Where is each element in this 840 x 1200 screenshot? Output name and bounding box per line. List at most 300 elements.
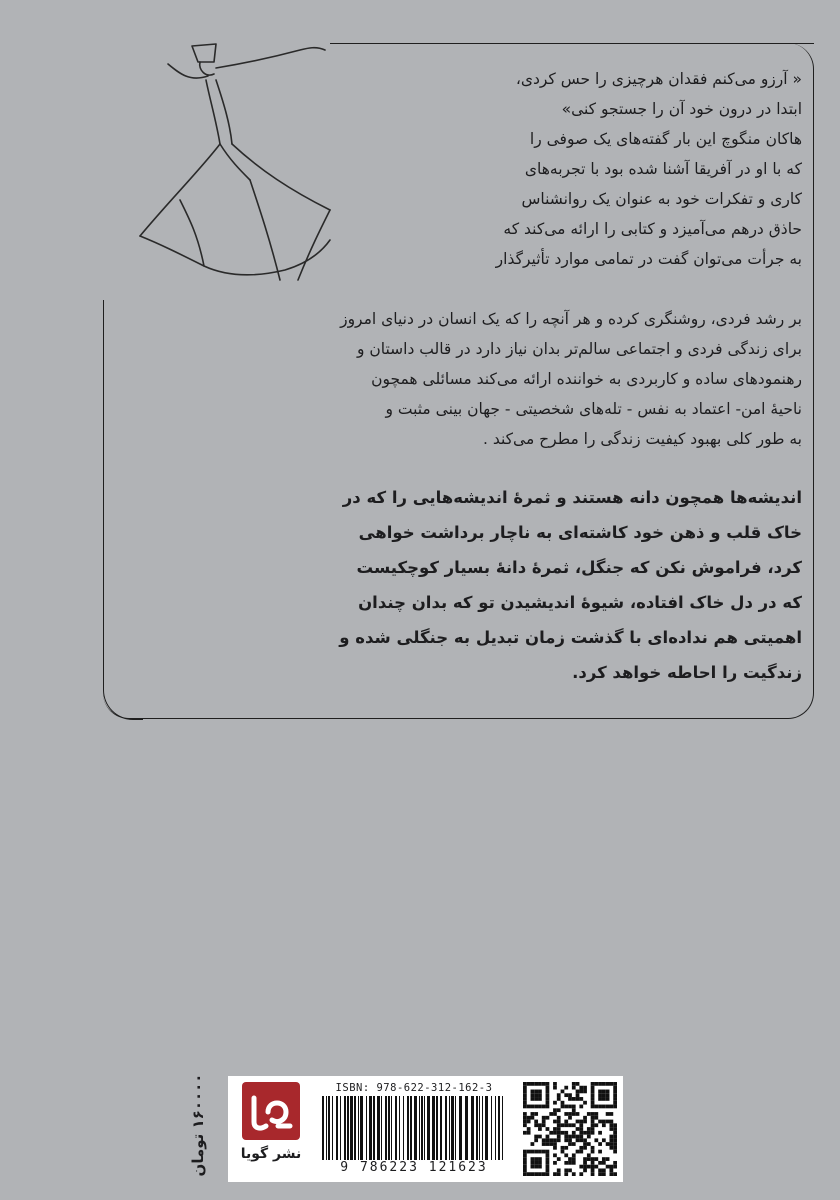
qr-module: [583, 1157, 587, 1161]
qr-module: [594, 1123, 598, 1127]
qr-module: [568, 1105, 572, 1109]
qr-module: [557, 1108, 561, 1112]
qr-module: [538, 1172, 542, 1176]
barcode-bar: [385, 1096, 387, 1160]
barcode-bar: [414, 1096, 417, 1160]
qr-module: [564, 1146, 568, 1150]
qr-module: [542, 1138, 546, 1142]
qr-module: [609, 1165, 613, 1169]
qr-module: [594, 1138, 598, 1142]
qr-module: [534, 1157, 538, 1161]
qr-module: [557, 1168, 561, 1172]
text-line: کرد، فراموش نکن که جنگل، ثمرهٔ دانهٔ بسیار کوچکیست: [356, 558, 802, 577]
qr-module: [594, 1112, 598, 1116]
qr-module: [576, 1097, 580, 1101]
barcode-bar: [391, 1096, 392, 1160]
barcode-bar: [498, 1096, 500, 1160]
qr-module: [602, 1093, 606, 1097]
qr-module: [591, 1168, 595, 1172]
qr-module: [579, 1123, 583, 1127]
qr-module: [553, 1131, 557, 1135]
qr-module: [579, 1131, 583, 1135]
qr-module: [531, 1093, 535, 1097]
intro-paragraph: [322, 70, 802, 320]
qr-module: [564, 1135, 568, 1139]
text-line: اهمیتی هم نداده‌ای با گذشت زمان تبدیل به جنگلی شده و: [339, 628, 802, 647]
qr-module: [542, 1142, 546, 1146]
qr-module: [598, 1082, 602, 1086]
qr-module: [591, 1172, 595, 1176]
qr-code: [523, 1082, 617, 1176]
text-line: برای زندگی فردی و اجتماعی سالم‌تر بدان نیاز دارد در قالب داستان و: [356, 340, 802, 358]
qr-module: [542, 1123, 546, 1127]
qr-module: [613, 1131, 617, 1135]
qr-module: [557, 1097, 561, 1101]
qr-module: [602, 1172, 606, 1176]
qr-module: [546, 1138, 550, 1142]
qr-module: [531, 1112, 535, 1116]
qr-module: [557, 1157, 561, 1161]
qr-module: [591, 1090, 595, 1094]
qr-module: [602, 1090, 606, 1094]
qr-module: [531, 1082, 535, 1086]
qr-module: [576, 1090, 580, 1094]
barcode-bar: [332, 1096, 333, 1160]
barcode-bar: [445, 1096, 447, 1160]
qr-module: [549, 1112, 553, 1116]
barcode-bar: [459, 1096, 462, 1160]
qr-module: [561, 1105, 565, 1109]
qr-module: [546, 1101, 550, 1105]
barcode-bar: [326, 1096, 327, 1160]
qr-module: [564, 1153, 568, 1157]
qr-module: [553, 1172, 557, 1176]
qr-module: [587, 1142, 591, 1146]
qr-module: [546, 1172, 550, 1176]
barcode-bar: [476, 1096, 478, 1160]
barcode-bar: [432, 1096, 435, 1160]
qr-module: [549, 1131, 553, 1135]
qr-module: [587, 1135, 591, 1139]
barcode-bar: [336, 1096, 338, 1160]
qr-module: [602, 1082, 606, 1086]
qr-module: [534, 1165, 538, 1169]
qr-module: [568, 1135, 572, 1139]
text-line: که در دل خاک افتاده، شیوهٔ اندیشیدن تو که بدان چندان: [358, 593, 802, 612]
qr-module: [546, 1161, 550, 1165]
qr-module: [534, 1105, 538, 1109]
qr-module: [534, 1135, 538, 1139]
qr-module: [527, 1127, 531, 1131]
qr-module: [564, 1172, 568, 1176]
qr-module: [579, 1127, 583, 1131]
qr-module: [568, 1116, 572, 1120]
qr-module: [572, 1157, 576, 1161]
qr-module: [542, 1105, 546, 1109]
qr-module: [564, 1168, 568, 1172]
isbn-label: ISBN: 978-622-312-162-3: [335, 1082, 493, 1094]
text-line: « آرزو می‌کنم فقدان هرچیزی را حس کردی،: [515, 70, 802, 88]
qr-module: [546, 1157, 550, 1161]
qr-module: [598, 1105, 602, 1109]
qr-module: [534, 1112, 538, 1116]
qr-module: [609, 1082, 613, 1086]
qr-module: [557, 1135, 561, 1139]
barcode-bar: [424, 1096, 425, 1160]
qr-module: [553, 1127, 557, 1131]
barcode-bar: [436, 1096, 438, 1160]
barcode-bar: [354, 1096, 356, 1160]
barcode-bar: [421, 1096, 423, 1160]
barcode-bar: [366, 1096, 367, 1160]
qr-module: [534, 1172, 538, 1176]
qr-module: [602, 1123, 606, 1127]
qr-module: [523, 1123, 527, 1127]
qr-module: [557, 1138, 561, 1142]
qr-module: [572, 1082, 576, 1086]
qr-module: [591, 1093, 595, 1097]
qr-module: [553, 1101, 557, 1105]
qr-module: [572, 1123, 576, 1127]
qr-module: [587, 1153, 591, 1157]
qr-module: [523, 1161, 527, 1165]
barcode-bar: [407, 1096, 409, 1160]
qr-module: [609, 1120, 613, 1124]
qr-module: [527, 1150, 531, 1154]
qr-module: [542, 1120, 546, 1124]
qr-module: [609, 1127, 613, 1131]
qr-module: [557, 1093, 561, 1097]
qr-module: [579, 1086, 583, 1090]
publisher-logo: [235, 1082, 307, 1176]
qr-module: [613, 1146, 617, 1150]
qr-module: [606, 1120, 610, 1124]
qr-module: [572, 1108, 576, 1112]
qr-module: [564, 1123, 568, 1127]
qr-module: [549, 1138, 553, 1142]
qr-module: [583, 1146, 587, 1150]
qr-module: [546, 1086, 550, 1090]
qr-module: [568, 1112, 572, 1116]
qr-module: [583, 1086, 587, 1090]
qr-module: [591, 1105, 595, 1109]
qr-module: [568, 1093, 572, 1097]
qr-module: [606, 1105, 610, 1109]
qr-module: [553, 1146, 557, 1150]
text-line: هاکان منگوچ این بار گفته‌های یک صوفی را: [529, 130, 802, 148]
text-line: که با او در آفریقا آشنا شده بود با تجربه‌های: [524, 160, 802, 178]
qr-module: [534, 1093, 538, 1097]
qr-module: [591, 1082, 595, 1086]
qr-module: [564, 1138, 568, 1142]
qr-module: [561, 1101, 565, 1105]
qr-module: [583, 1101, 587, 1105]
qr-module: [591, 1123, 595, 1127]
qr-module: [531, 1105, 535, 1109]
qr-module: [576, 1082, 580, 1086]
barcode-bar: [495, 1096, 496, 1160]
intro-paragraph-continued: [122, 310, 802, 480]
qr-module: [523, 1097, 527, 1101]
text-line: رهنمودهای ساده و کاربردی به خواننده ارائه می‌کند مسائلی همچون: [371, 370, 802, 388]
barcode-bar: [388, 1096, 390, 1160]
qr-module: [591, 1165, 595, 1169]
qr-module: [572, 1112, 576, 1116]
qr-module: [598, 1172, 602, 1176]
price-label: [184, 1070, 212, 1180]
barcode-bar: [381, 1096, 382, 1160]
qr-module: [538, 1093, 542, 1097]
qr-module: [568, 1142, 572, 1146]
barcode-bar: [451, 1096, 454, 1160]
qr-module: [613, 1138, 617, 1142]
qr-module: [561, 1146, 565, 1150]
qr-module: [538, 1123, 542, 1127]
qr-module: [534, 1097, 538, 1101]
barcode-bar: [419, 1096, 420, 1160]
qr-module: [579, 1105, 583, 1109]
barcode-bar: [491, 1096, 492, 1160]
qr-module: [598, 1097, 602, 1101]
barcode-bar: [399, 1096, 400, 1160]
qr-module: [583, 1090, 587, 1094]
qr-module: [553, 1112, 557, 1116]
qr-module: [538, 1127, 542, 1131]
qr-module: [591, 1120, 595, 1124]
qr-module: [568, 1138, 572, 1142]
qr-module: [564, 1161, 568, 1165]
qr-module: [572, 1097, 576, 1101]
qr-module: [598, 1131, 602, 1135]
qr-module: [583, 1165, 587, 1169]
qr-module: [606, 1157, 610, 1161]
qr-module: [527, 1131, 531, 1135]
qr-module: [602, 1161, 606, 1165]
qr-module: [561, 1123, 565, 1127]
qr-module: [553, 1138, 557, 1142]
qr-module: [542, 1116, 546, 1120]
qr-module: [523, 1090, 527, 1094]
qr-module: [606, 1142, 610, 1146]
qr-module: [534, 1161, 538, 1165]
qr-module: [613, 1172, 617, 1176]
qr-module: [553, 1086, 557, 1090]
barcode-bar: [403, 1096, 404, 1160]
barcode-bar: [427, 1096, 430, 1160]
qr-module: [613, 1097, 617, 1101]
qr-module: [609, 1168, 613, 1172]
qr-module: [538, 1165, 542, 1169]
qr-module: [613, 1086, 617, 1090]
barcode-bar: [344, 1096, 346, 1160]
qr-module: [546, 1142, 550, 1146]
barcode-bar: [502, 1096, 503, 1160]
qr-module: [579, 1138, 583, 1142]
qr-module: [531, 1172, 535, 1176]
qr-module: [587, 1127, 591, 1131]
barcode-number: 9 786223 121623: [340, 1160, 488, 1175]
price-text: ۱۶۰۰۰۰ تومان: [189, 1073, 207, 1177]
text-line: خاک قلب و ذهن خود کاشته‌ای به ناچار برداشت خواهی: [358, 523, 802, 542]
qr-module: [572, 1135, 576, 1139]
qr-module: [591, 1150, 595, 1154]
qr-module: [531, 1097, 535, 1101]
qr-module: [564, 1105, 568, 1109]
text-line: زندگیت را احاطه خواهد کرد.: [572, 663, 802, 682]
qr-module: [538, 1161, 542, 1165]
qr-module: [591, 1157, 595, 1161]
qr-module: [587, 1157, 591, 1161]
barcode-bar: [455, 1096, 456, 1160]
qr-module: [572, 1086, 576, 1090]
qr-module: [591, 1146, 595, 1150]
qr-module: [523, 1120, 527, 1124]
qr-module: [523, 1165, 527, 1169]
qr-module: [553, 1142, 557, 1146]
qr-module: [613, 1135, 617, 1139]
barcode-bar: [350, 1096, 353, 1160]
qr-module: [579, 1135, 583, 1139]
qr-module: [576, 1120, 580, 1124]
qr-module: [523, 1150, 527, 1154]
qr-module: [538, 1150, 542, 1154]
qr-module: [613, 1161, 617, 1165]
qr-module: [531, 1161, 535, 1165]
qr-module: [583, 1161, 587, 1165]
qr-module: [546, 1135, 550, 1139]
barcode-bar: [369, 1096, 372, 1160]
barcode-bar: [360, 1096, 363, 1160]
qr-module: [538, 1097, 542, 1101]
qr-module: [553, 1153, 557, 1157]
qr-module: [542, 1082, 546, 1086]
qr-module: [561, 1150, 565, 1154]
barcode-bar: [479, 1096, 480, 1160]
qr-module: [523, 1093, 527, 1097]
qr-module: [591, 1127, 595, 1131]
qr-module: [613, 1093, 617, 1097]
barcode-bar: [328, 1096, 330, 1160]
qr-module: [557, 1131, 561, 1135]
qr-module: [531, 1090, 535, 1094]
qr-module: [591, 1116, 595, 1120]
qr-module: [583, 1168, 587, 1172]
frame-left-border: [103, 300, 104, 690]
qr-module: [602, 1138, 606, 1142]
qr-module: [523, 1172, 527, 1176]
qr-module: [606, 1165, 610, 1169]
text-line: بر رشد فردی، روشنگری کرده و هر آنچه را که یک انسان در دنیای امروز: [340, 310, 802, 328]
qr-module: [594, 1157, 598, 1161]
qr-module: [591, 1161, 595, 1165]
qr-module: [594, 1082, 598, 1086]
barcode-bar: [322, 1096, 324, 1160]
qr-module: [546, 1127, 550, 1131]
qr-module: [598, 1090, 602, 1094]
qr-module: [523, 1131, 527, 1135]
text-line: ناحیهٔ امن- اعتماد به نفس - تله‌های شخصیتی - جهان بینی مثبت و: [385, 400, 802, 418]
qr-module: [609, 1142, 613, 1146]
qr-module: [576, 1150, 580, 1154]
barcode-bar: [482, 1096, 483, 1160]
qr-module: [591, 1112, 595, 1116]
qr-module: [576, 1093, 580, 1097]
qr-module: [523, 1105, 527, 1109]
qr-module: [531, 1116, 535, 1120]
qr-module: [542, 1150, 546, 1154]
qr-module: [572, 1105, 576, 1109]
text-line: به جرأت می‌توان گفت در تمامی موارد تأثیرگذار: [495, 250, 802, 268]
qr-module: [557, 1172, 561, 1176]
qr-module: [549, 1142, 553, 1146]
qr-module: [523, 1157, 527, 1161]
qr-module: [613, 1090, 617, 1094]
qr-module: [602, 1120, 606, 1124]
qr-module: [546, 1093, 550, 1097]
qr-module: [523, 1168, 527, 1172]
qr-module: [602, 1105, 606, 1109]
qr-module: [557, 1120, 561, 1124]
text-line: اندیشه‌ها همچون دانه هستند و ثمرهٔ اندیشه‌هایی را که در: [342, 488, 802, 507]
qr-module: [594, 1165, 598, 1169]
qr-module: [613, 1150, 617, 1154]
qr-module: [583, 1116, 587, 1120]
qr-module: [527, 1120, 531, 1124]
qr-module: [609, 1135, 613, 1139]
qr-module: [609, 1172, 613, 1176]
qr-module: [602, 1168, 606, 1172]
isbn-barcode: [314, 1082, 514, 1178]
qr-module: [531, 1142, 535, 1146]
qr-module: [527, 1172, 531, 1176]
qr-module: [583, 1138, 587, 1142]
qr-module: [613, 1082, 617, 1086]
qr-module: [561, 1090, 565, 1094]
qr-module: [576, 1127, 580, 1131]
barcode-bar: [471, 1096, 474, 1160]
barcode-bar: [340, 1096, 341, 1160]
qr-module: [538, 1157, 542, 1161]
qr-module: [579, 1120, 583, 1124]
qr-module: [557, 1116, 561, 1120]
qr-module: [523, 1082, 527, 1086]
barcode-bar: [410, 1096, 412, 1160]
qr-module: [546, 1090, 550, 1094]
qr-module: [561, 1131, 565, 1135]
qr-module: [613, 1142, 617, 1146]
qr-module: [568, 1123, 572, 1127]
qr-module: [602, 1097, 606, 1101]
qr-module: [609, 1138, 613, 1142]
qr-module: [538, 1090, 542, 1094]
qr-module: [523, 1086, 527, 1090]
barcode-bar: [485, 1096, 488, 1160]
qr-module: [598, 1168, 602, 1172]
qr-module: [598, 1120, 602, 1124]
text-line: کاری و تفکرات خود به عنوان یک روانشناس: [521, 190, 802, 208]
qr-module: [594, 1105, 598, 1109]
qr-module: [609, 1105, 613, 1109]
qr-module: [546, 1150, 550, 1154]
publisher-logo-icon: [242, 1082, 300, 1140]
quote-paragraph: [122, 488, 802, 708]
qr-module: [523, 1116, 527, 1120]
qr-module: [553, 1108, 557, 1112]
qr-module: [531, 1165, 535, 1169]
barcode-bar: [347, 1096, 349, 1160]
qr-module: [583, 1131, 587, 1135]
qr-module: [579, 1165, 583, 1169]
